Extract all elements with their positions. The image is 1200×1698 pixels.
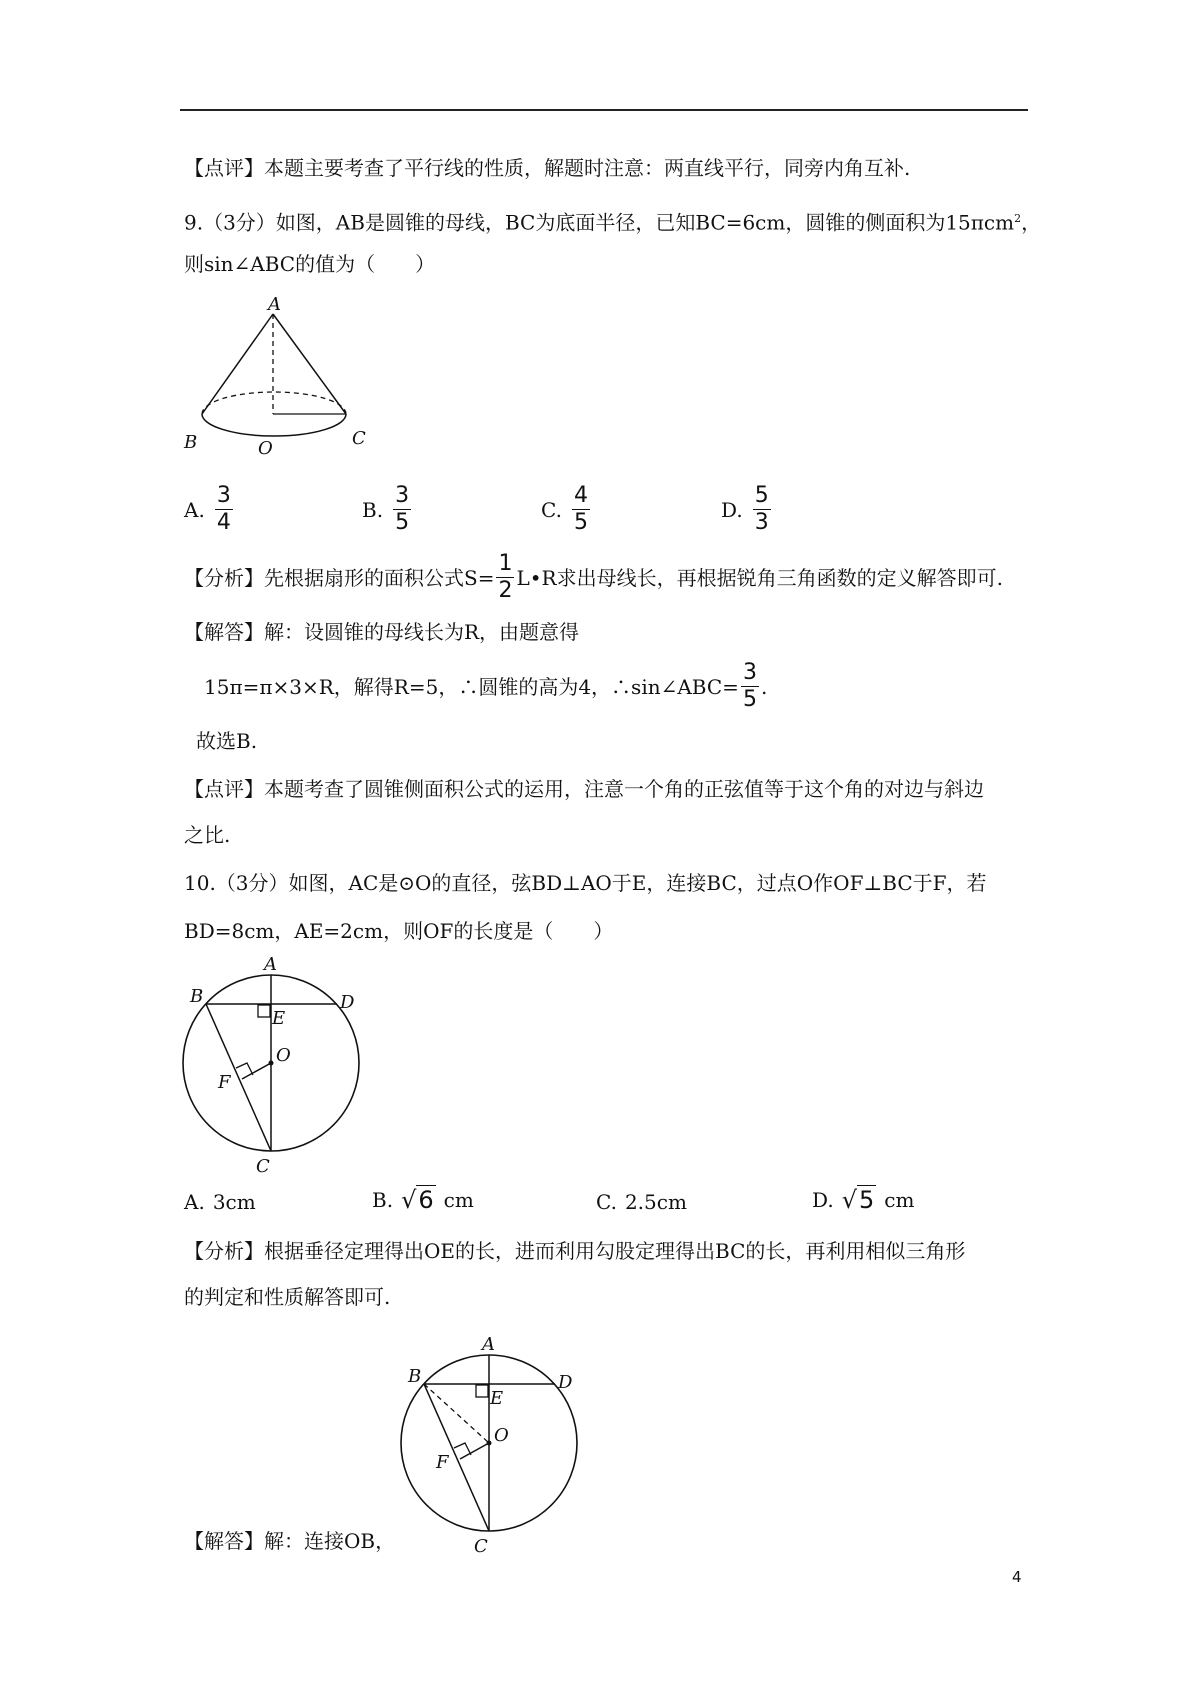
circle-label-o: O [276,1045,291,1066]
circle-label-b: B [190,986,204,1007]
circle-label-f: F [218,1072,231,1093]
circle2-label-b: B [408,1366,422,1387]
cone-figure [180,296,380,468]
circle-label-c: C [256,1156,270,1176]
review-q8: 【点评】本题主要考查了平行线的性质，解题时注意：两直线平行，同旁内角互补. [184,156,911,180]
circle2-label-d: D [558,1372,573,1393]
q9-analysis: 【分析】先根据扇形的面积公式S= $\frac{1}{2}$ L•R求出母线长，再根据锐角三角函数的定义解答即可. [184,551,1003,603]
page-number: 4 [1012,1568,1022,1586]
q10-analysis-line1: 【分析】根据垂径定理得出OE的长，进而利用勾股定理得出BC的长，再利用相似三角形 [184,1239,966,1263]
q9-stem-line1: 9.（3分）如图，AB是圆锥的母线，BC为底面半径，已知BC=6cm，圆锥的侧面积为15πcm$^2$， [184,210,1042,235]
q9-option-c: C. $\frac{4}{5}$ [541,483,588,535]
circle-label-e: E [272,1008,286,1029]
circle-label-d: D [340,992,355,1013]
q10-option-b: B. √6 cm [372,1186,474,1214]
circle-figure [180,948,370,1176]
q9-stem-line2: 则sin∠ABC的值为（ ） [184,252,436,276]
q9-solution-equation: 15π=π×3×R，解得R=5，∴圆锥的高为4，∴sin∠ABC= $\frac{3}{5}$ . [204,660,768,712]
cone-label-a: A [268,296,281,315]
q9-solution-head: 【解答】解：设圆锥的母线长为R，由题意得 [184,620,580,644]
q9-review-line1: 【点评】本题考查了圆锥侧面积公式的运用，注意一个角的正弦值等于这个角的对边与斜边 [184,777,984,801]
q9-option-a: A. $\frac{3}{4}$ [184,483,231,535]
q10-stem-line2: BD=8cm，AE=2cm，则OF的长度是（ ） [184,919,614,943]
circle2-label-c: C [474,1536,488,1556]
circle-label-a: A [264,954,277,975]
cone-label-b: B [184,432,198,453]
q9-option-b: B. $\frac{3}{5}$ [362,483,410,535]
circle2-label-a: A [482,1334,495,1355]
circle2-label-e: E [490,1388,504,1409]
q10-analysis-line2: 的判定和性质解答即可. [184,1285,391,1309]
q10-stem-line1: 10.（3分）如图，AC是⊙O的直径，弦BD⊥AO于E，连接BC，过点O作OF⊥BC于F，若 [184,871,987,895]
q10-option-a: A. 3cm [184,1190,256,1214]
cone-label-c: C [352,428,366,449]
q10-solution: 【解答】解：连接OB， [184,1529,396,1553]
header-rule [180,109,1028,111]
q9-review-line2: 之比. [184,823,231,847]
circle-figure-solution [398,1328,588,1556]
circle2-label-f: F [436,1452,449,1473]
q9-option-d: D. $\frac{5}{3}$ [721,483,769,535]
cone-label-o: O [258,438,273,459]
q9-choice: 故选B. [196,729,258,753]
q10-option-d: D. √5 cm [812,1186,915,1214]
q10-option-c: C. 2.5cm [596,1190,687,1214]
circle2-label-o: O [494,1425,509,1446]
